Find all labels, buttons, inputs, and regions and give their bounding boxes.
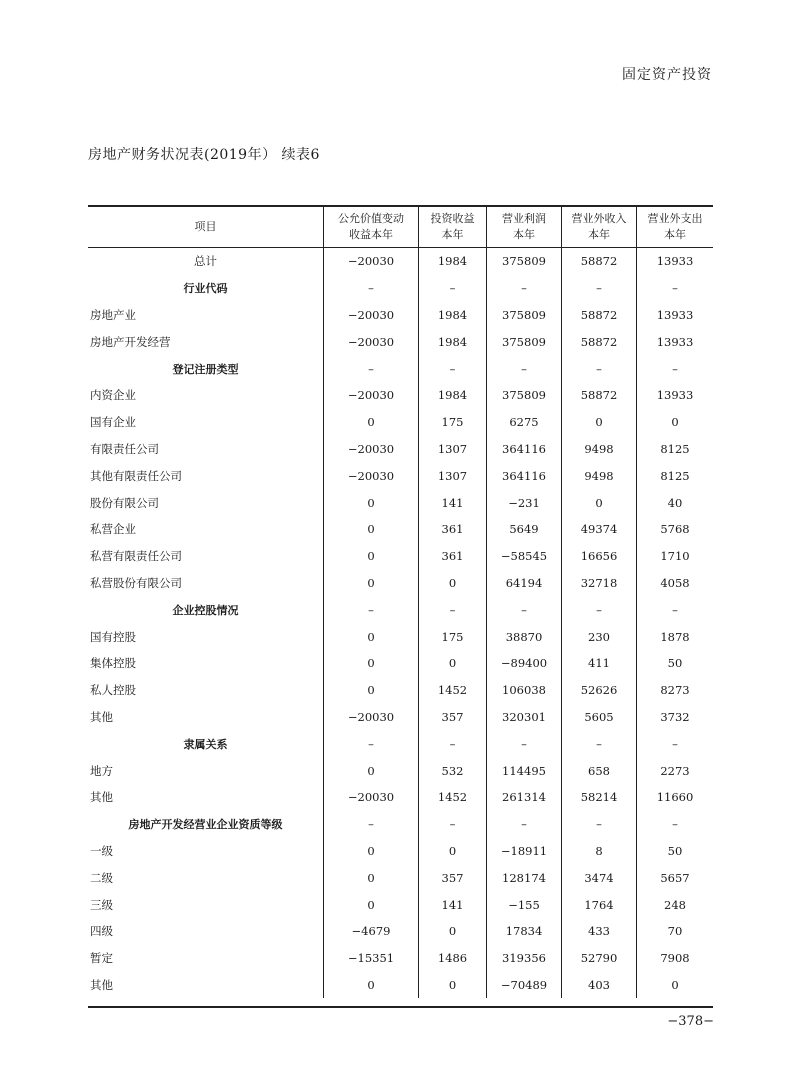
row-value: 13933	[636, 248, 713, 275]
row-value: 364116	[486, 436, 561, 463]
table-row	[88, 462, 713, 489]
table-row	[88, 543, 713, 570]
row-value: 58872	[561, 382, 636, 409]
table-row	[88, 650, 713, 677]
table-body	[88, 248, 713, 1006]
total-row	[88, 248, 713, 275]
row-value: 141	[418, 489, 486, 516]
row-value: −20030	[323, 704, 418, 731]
table-row	[88, 864, 713, 891]
column-header-line1: 公允价值变动	[338, 212, 404, 225]
row-value: 230	[561, 623, 636, 650]
column-header-line2: 收益本年	[349, 228, 393, 241]
column-header-non-operating-income	[561, 207, 636, 247]
column-header-line1: 营业利润	[502, 212, 546, 225]
row-value: 141	[418, 891, 486, 918]
table-row	[88, 302, 713, 329]
row-value: 58872	[561, 328, 636, 355]
row-value: 532	[418, 757, 486, 784]
row-value: 320301	[486, 704, 561, 731]
section-label: 企业控股情况	[172, 603, 239, 617]
table-row	[88, 570, 713, 597]
table-row	[88, 677, 713, 704]
table-header-row	[88, 207, 713, 248]
row-value: 50	[636, 650, 713, 677]
row-value: 0	[636, 409, 713, 436]
row-label: 内资企业	[90, 388, 136, 403]
row-value: 375809	[486, 248, 561, 275]
row-value: 49374	[561, 516, 636, 543]
row-value: 38870	[486, 623, 561, 650]
row-value: 319356	[486, 945, 561, 972]
row-label: 国有控股	[90, 629, 136, 644]
row-value: 58872	[561, 248, 636, 275]
row-value: 0	[323, 489, 418, 516]
column-header-line2: 本年	[664, 228, 686, 241]
row-value: −20030	[323, 302, 418, 329]
row-value: −20030	[323, 382, 418, 409]
section-row	[88, 275, 713, 302]
row-value: 5657	[636, 864, 713, 891]
column-header-line2: 本年	[588, 228, 610, 241]
row-value: –	[323, 596, 418, 623]
row-value: –	[636, 730, 713, 757]
row-label: 国有企业	[90, 415, 136, 430]
row-value: 0	[418, 972, 486, 999]
row-value: 175	[418, 409, 486, 436]
row-label: 一级	[90, 843, 113, 858]
row-value: 64194	[486, 570, 561, 597]
row-label: 二级	[90, 870, 113, 885]
row-value: 0	[323, 570, 418, 597]
row-value: −4679	[323, 918, 418, 945]
section-label: 行业代码	[183, 282, 228, 296]
page-number: −378−	[667, 1014, 714, 1029]
row-value: 1984	[418, 248, 486, 275]
row-value: 0	[418, 838, 486, 865]
column-header-line1: 营业外支出	[647, 212, 703, 225]
row-value: 357	[418, 704, 486, 731]
row-value: 1710	[636, 543, 713, 570]
row-value: 0	[561, 489, 636, 516]
row-value: −155	[486, 891, 561, 918]
column-header-line1: 项目	[194, 220, 217, 233]
row-value: −70489	[486, 972, 561, 999]
column-header-item	[88, 207, 323, 247]
row-value: −20030	[323, 436, 418, 463]
row-value: 9498	[561, 436, 636, 463]
table-row	[88, 838, 713, 865]
row-value: 1452	[418, 784, 486, 811]
row-label: 其他	[90, 790, 113, 805]
row-label: 暂定	[90, 951, 113, 966]
row-value: 5768	[636, 516, 713, 543]
row-value: 364116	[486, 462, 561, 489]
row-label: 股份有限公司	[90, 495, 159, 510]
column-header-line2: 本年	[441, 228, 464, 241]
row-value: 0	[323, 757, 418, 784]
row-label: 总计	[194, 254, 217, 269]
row-label: 地方	[90, 763, 113, 778]
column-header-line1: 营业外收入	[571, 212, 627, 225]
section-row	[88, 355, 713, 382]
table-row	[88, 382, 713, 409]
row-value: 0	[323, 891, 418, 918]
row-value: 16656	[561, 543, 636, 570]
row-value: –	[561, 596, 636, 623]
row-value: 248	[636, 891, 713, 918]
row-value: 13933	[636, 328, 713, 355]
row-value: 4058	[636, 570, 713, 597]
column-header-line2: 本年	[513, 228, 535, 241]
row-value: 13933	[636, 382, 713, 409]
table-row	[88, 757, 713, 784]
row-value: 2273	[636, 757, 713, 784]
table-row	[88, 516, 713, 543]
row-value: 357	[418, 864, 486, 891]
row-value: 261314	[486, 784, 561, 811]
row-value: 403	[561, 972, 636, 999]
row-label: 三级	[90, 897, 113, 912]
table-row	[88, 328, 713, 355]
table-row	[88, 623, 713, 650]
row-value: 32718	[561, 570, 636, 597]
section-row	[88, 811, 713, 838]
row-value: 8125	[636, 462, 713, 489]
row-value: 0	[418, 650, 486, 677]
row-value: 361	[418, 543, 486, 570]
section-label: 登记注册类型	[172, 362, 239, 376]
row-value: 58872	[561, 302, 636, 329]
row-value: –	[323, 355, 418, 382]
row-value: –	[561, 811, 636, 838]
row-value: –	[636, 811, 713, 838]
row-value: –	[636, 596, 713, 623]
row-value: 0	[323, 650, 418, 677]
row-value: 175	[418, 623, 486, 650]
row-value: 375809	[486, 302, 561, 329]
row-value: –	[486, 275, 561, 302]
row-value: –	[418, 811, 486, 838]
row-label: 四级	[90, 924, 113, 939]
row-value: 58214	[561, 784, 636, 811]
table-row	[88, 972, 713, 999]
row-value: 0	[418, 570, 486, 597]
row-value: 0	[323, 516, 418, 543]
row-value: 361	[418, 516, 486, 543]
row-value: –	[561, 730, 636, 757]
row-value: −89400	[486, 650, 561, 677]
row-value: –	[486, 730, 561, 757]
row-value: –	[323, 811, 418, 838]
table-row	[88, 489, 713, 516]
section-row	[88, 730, 713, 757]
row-value: 1486	[418, 945, 486, 972]
row-value: −20030	[323, 784, 418, 811]
row-value: −18911	[486, 838, 561, 865]
row-value: 1878	[636, 623, 713, 650]
row-value: 1307	[418, 462, 486, 489]
row-label: 其他	[90, 709, 113, 724]
section-header: 固定资产投资	[622, 67, 712, 83]
row-value: 50	[636, 838, 713, 865]
row-value: 1452	[418, 677, 486, 704]
table-row	[88, 784, 713, 811]
column-header-investment-income	[418, 207, 486, 247]
column-header-fair-value-change	[323, 207, 418, 247]
row-value: 9498	[561, 462, 636, 489]
table-row	[88, 704, 713, 731]
row-value: 128174	[486, 864, 561, 891]
row-label: 其他有限责任公司	[90, 468, 182, 483]
row-value: −231	[486, 489, 561, 516]
row-value: 52790	[561, 945, 636, 972]
row-value: 658	[561, 757, 636, 784]
row-value: 5649	[486, 516, 561, 543]
row-value: 1307	[418, 436, 486, 463]
table-row	[88, 436, 713, 463]
row-value: 52626	[561, 677, 636, 704]
row-label: 其他	[90, 977, 113, 992]
row-value: 114495	[486, 757, 561, 784]
row-value: 1984	[418, 328, 486, 355]
row-value: –	[418, 275, 486, 302]
row-value: 1764	[561, 891, 636, 918]
row-value: –	[561, 275, 636, 302]
row-value: 0	[323, 543, 418, 570]
row-value: –	[561, 355, 636, 382]
row-value: 0	[323, 677, 418, 704]
row-value: 8	[561, 838, 636, 865]
row-value: 0	[323, 972, 418, 999]
row-label: 私营企业	[90, 522, 136, 537]
row-value: –	[486, 355, 561, 382]
section-label: 隶属关系	[183, 737, 228, 751]
row-label: 房地产业	[90, 307, 136, 322]
row-label: 私营有限责任公司	[90, 549, 182, 564]
row-value: –	[418, 730, 486, 757]
row-value: 70	[636, 918, 713, 945]
row-value: 1984	[418, 382, 486, 409]
finance-table	[88, 205, 713, 1008]
row-value: −20030	[323, 248, 418, 275]
row-value: –	[636, 275, 713, 302]
row-value: 8273	[636, 677, 713, 704]
row-label: 集体控股	[90, 656, 136, 671]
row-value: 8125	[636, 436, 713, 463]
row-value: −15351	[323, 945, 418, 972]
row-value: –	[323, 730, 418, 757]
row-value: −58545	[486, 543, 561, 570]
row-value: −20030	[323, 462, 418, 489]
section-row	[88, 596, 713, 623]
row-label: 有限责任公司	[90, 441, 159, 456]
row-value: 3474	[561, 864, 636, 891]
row-value: 411	[561, 650, 636, 677]
row-value: 17834	[486, 918, 561, 945]
row-value: 375809	[486, 382, 561, 409]
row-value: 3732	[636, 704, 713, 731]
section-label: 房地产开发经营业企业资质等级	[128, 818, 283, 832]
row-value: 0	[323, 409, 418, 436]
row-value: –	[418, 596, 486, 623]
row-value: –	[323, 275, 418, 302]
row-label: 房地产开发经营	[90, 334, 171, 349]
row-value: 0	[561, 409, 636, 436]
row-value: –	[486, 596, 561, 623]
row-value: 40	[636, 489, 713, 516]
row-value: 5605	[561, 704, 636, 731]
row-value: 13933	[636, 302, 713, 329]
table-row	[88, 945, 713, 972]
row-value: −20030	[323, 328, 418, 355]
row-value: 0	[418, 918, 486, 945]
table-row	[88, 409, 713, 436]
row-value: –	[418, 355, 486, 382]
column-header-non-operating-expense	[636, 207, 713, 247]
row-value: 106038	[486, 677, 561, 704]
row-label: 私营股份有限公司	[90, 575, 182, 590]
column-header-operating-profit	[486, 207, 561, 247]
table-row	[88, 891, 713, 918]
row-value: 375809	[486, 328, 561, 355]
row-label: 私人控股	[90, 683, 136, 698]
table-row	[88, 918, 713, 945]
row-value: 433	[561, 918, 636, 945]
row-value: 0	[323, 838, 418, 865]
row-value: 7908	[636, 945, 713, 972]
table-title: 房地产财务状况表(2019年） 续表6	[88, 147, 320, 163]
row-value: 11660	[636, 784, 713, 811]
column-header-line1: 投资收益	[430, 212, 475, 225]
row-value: 1984	[418, 302, 486, 329]
row-value: –	[636, 355, 713, 382]
row-value: 0	[636, 972, 713, 999]
row-value: 6275	[486, 409, 561, 436]
row-value: 0	[323, 623, 418, 650]
row-value: –	[486, 811, 561, 838]
row-value: 0	[323, 864, 418, 891]
